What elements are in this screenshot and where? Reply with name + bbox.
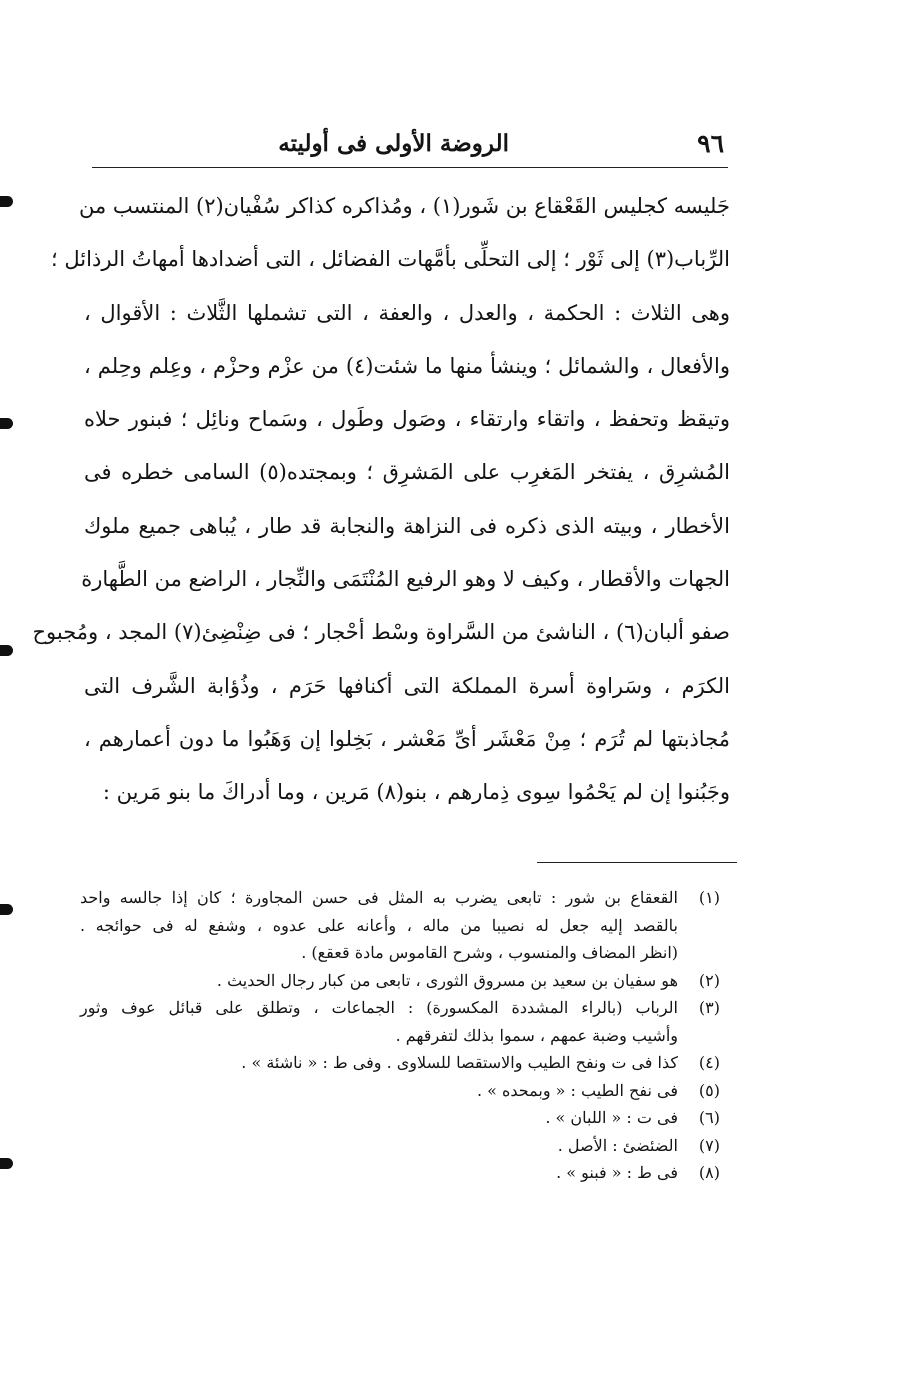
footnote-line: كذا فى ت ونفح الطيب والاستقصا للسلاوى . وفى ط : « ناشئة » . xyxy=(241,1053,678,1072)
footnote-number: (٦) xyxy=(698,1108,720,1127)
body-line: وجَبُنوا إن لم يَحْمُوا سِوى ذِمارهم ، بنو(٨) مَرين ، وما أدراكَ ما بنو مَرين : xyxy=(102,780,730,805)
footnote-line: فى ط : « فبنو » . xyxy=(556,1163,678,1182)
footnote xyxy=(80,884,720,967)
footnote xyxy=(80,1049,720,1077)
body-line: والأفعال ، والشمائل ؛ وينشأ منها ما شئت(٤) من عزْم وحزْم ، وعِلم وحِلم ، xyxy=(84,353,730,378)
running-title: الروضة الأولى فى أوليته xyxy=(278,130,509,157)
footnote-line: الرباب (بالراء المشددة المكسورة) : الجماعات ، وتطلق على قبائل عوف وثور xyxy=(80,998,678,1017)
body-line: صفو ألبان(٦) ، الناشئ من السَّراوة وسْط أحْجار ؛ فى ضِنْضِئ(٧) المجد ، ومُجبوح xyxy=(32,620,730,645)
footnote-line: (انظر المضاف والمنسوب ، وشرح القاموس مادة قعقع) . xyxy=(301,943,678,962)
footnotes xyxy=(80,884,720,1187)
header-rule xyxy=(92,167,728,168)
footnote-number: (١) xyxy=(698,888,720,907)
binding-mark xyxy=(0,645,13,656)
footnote-number: (٣) xyxy=(698,998,720,1017)
footnote-line: الضئضئ : الأصل . xyxy=(557,1135,678,1155)
body-line: وهى الثلاث : الحكمة ، والعدل ، والعفة ، التى تشملها الثَّلاث : الأقوال ، xyxy=(84,300,730,325)
binding-mark xyxy=(0,196,13,207)
footnote xyxy=(80,1159,720,1187)
footnote xyxy=(80,1104,720,1132)
binding-mark xyxy=(0,904,13,915)
body-line: جَليسه كجليس القَعْقاع بن شَور(١) ، ومُذاكره كذاكر سُفْيان(٢) المنتسب من xyxy=(79,194,730,218)
binding-mark xyxy=(0,1158,13,1169)
footnote-number: (٥) xyxy=(698,1080,720,1100)
footnote-rule xyxy=(537,862,737,863)
footnote-line: فى نفح الطيب : « وبمحده » . xyxy=(476,1080,678,1100)
page-number: ٩٦ xyxy=(697,129,724,158)
footnote xyxy=(80,994,720,1049)
footnote-number: (٨) xyxy=(698,1163,720,1182)
footnote-line: بالقصد إليه جعل له نصيبا من ماله ، وأعانه على عدوه ، وشفع له فى حوائجه . xyxy=(80,915,678,935)
footnote xyxy=(80,967,720,995)
footnote-number: (٢) xyxy=(698,970,720,990)
body-line: الرِّباب(٣) إلى ثَوْر ؛ إلى التحلِّى بأمَّهات الفضائل ، التى أضدادها أمهاتُ الرذائل ؛ xyxy=(51,247,730,272)
footnote-line: القعقاع بن شور : تابعى يضرب به المثل فى حسن المجاورة ؛ كان إذا جالسه واحد xyxy=(80,888,678,907)
body-line: الكرَم ، وسَراوة أسرة المملكة التى أكنافها حَرَم ، وذُؤابة الشَّرف التى xyxy=(84,673,730,698)
body-line: الأخطار ، وبيته الذى ذكره فى النزاهة والنجابة قد طار ، يُباهى جميع ملوك xyxy=(84,513,730,538)
footnote xyxy=(80,1077,720,1105)
binding-mark xyxy=(0,418,13,429)
footnote xyxy=(80,1132,720,1160)
body-text xyxy=(32,180,731,820)
footnote-line: هو سفيان بن سعيد بن مسروق الثورى ، تابعى من كبار رجال الحديث . xyxy=(216,970,678,990)
footnote-line: وأشيب وضبة عمهم ، سموا بذلك لتفرقهم . xyxy=(395,1025,678,1045)
page-header xyxy=(94,124,724,168)
body-line: المُشرِق ، يفتخر المَغرِب على المَشرِق ؛ وبمجتده(٥) السامى خطره فى xyxy=(84,460,731,485)
body-line: وتيقظ وتحفظ ، واتقاء وارتقاء ، وصَول وطَول ، وسَماح ونائِل ؛ فبنور حلاه xyxy=(84,407,730,432)
footnote-line: فى ت : « اللبان » . xyxy=(545,1108,678,1127)
footnote-number: (٧) xyxy=(698,1135,720,1155)
body-line: مُجاذبتها لم تُرَم ؛ مِنْ مَعْشَر أىِّ مَعْشر ، بَخِلوا إن وَهَبُوا ما دون أعمارهم ، xyxy=(84,726,730,751)
body-line: الجهات والأقطار ، وكيف لا وهو الرفيع المُنْتَمَى والنِّجار ، الراضع من الطَّهارة xyxy=(81,567,730,592)
footnote-number: (٤) xyxy=(698,1053,720,1072)
